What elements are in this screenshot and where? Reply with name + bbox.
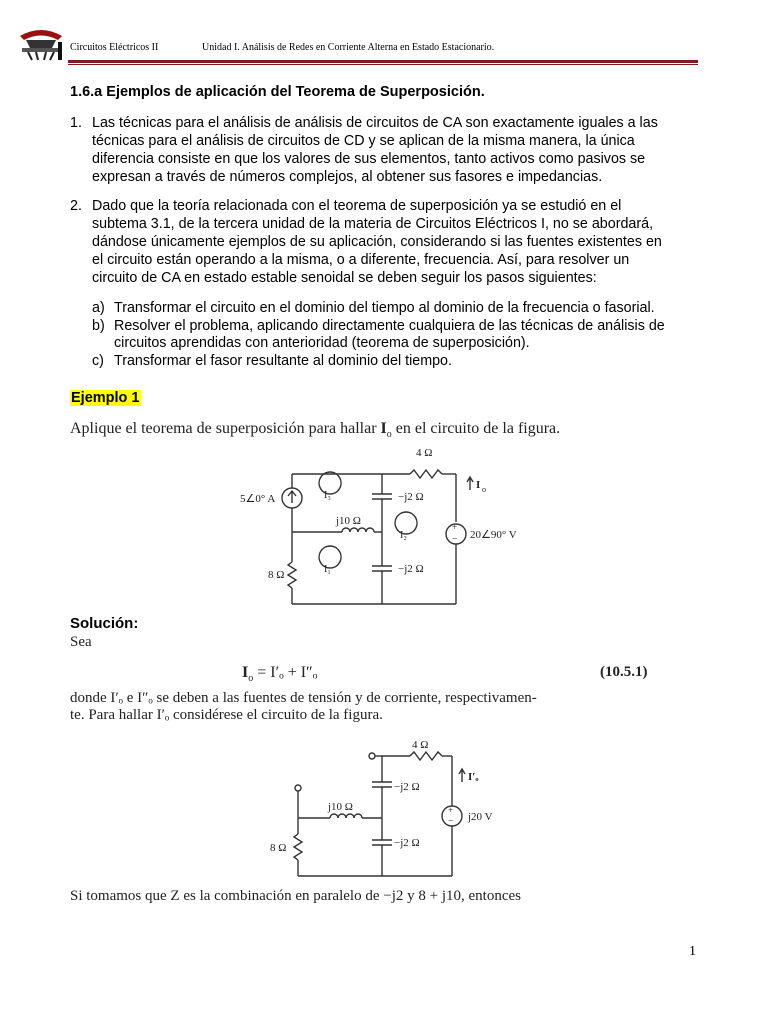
where-text: donde I′ₒ e I″ₒ se deben a las fuentes de tensión y de corriente, respectivamen- te. Para hallar I′ₒ considérese el circuito de la figura. xyxy=(70,690,537,723)
circuit-diagram-2 xyxy=(262,734,522,894)
header-course: Circuitos Eléctricos II xyxy=(70,42,159,53)
svg-text:−: − xyxy=(448,816,454,827)
section-title: 1.6.a Ejemplos de aplicación del Teorema de Superposición. xyxy=(70,84,485,100)
c2-r-left-label: 8 Ω xyxy=(270,842,287,854)
page-number: 1 xyxy=(689,944,696,959)
c1-io-label: I xyxy=(476,479,481,491)
c1-mesh2-label: I₂ xyxy=(400,530,407,541)
circuit-diagram-1 xyxy=(230,440,530,610)
header-rule xyxy=(68,60,698,63)
solution-label: Solución: xyxy=(70,615,139,632)
c1-r-left-label: 8 Ω xyxy=(268,569,285,581)
svg-text:o: o xyxy=(482,485,486,494)
header-unit: Unidad I. Análisis de Redes en Corriente Alterna en Estado Estacionario. xyxy=(202,42,495,53)
svg-text:+: + xyxy=(452,522,458,532)
c2-cap-bottom-label: −j2 Ω xyxy=(394,837,420,849)
c2-voltage-source-label: j20 V xyxy=(468,811,493,823)
final-text: Si tomamos que Z es la combinación en paralelo de −j2 y 8 + j10, entonces xyxy=(70,888,521,904)
c2-inductor-label: j10 Ω xyxy=(328,801,353,813)
c1-r-top-label: 4 Ω xyxy=(416,447,433,459)
sea-text: Sea xyxy=(70,634,92,650)
c1-current-source-label: 5∠0° A xyxy=(240,493,276,505)
c1-mesh1-label: I₁ xyxy=(324,564,331,575)
university-logo xyxy=(18,22,64,62)
c2-io-label: I′ₒ xyxy=(468,771,479,783)
c1-mesh3-label: I₃ xyxy=(324,490,331,501)
c2-r-top-label: 4 Ω xyxy=(412,739,429,751)
equation-number: (10.5.1) xyxy=(600,664,648,680)
problem-statement: Aplique el teorema de superposición para hallar $I_o$ en el circuito de la figura. xyxy=(70,420,561,441)
c1-voltage-source-label: 20∠90° V xyxy=(470,529,517,541)
c1-inductor-label: j10 Ω xyxy=(336,515,361,527)
header-rule-thin xyxy=(68,64,698,65)
equation: $I_o = I'_o + I''_o$ xyxy=(242,664,318,685)
c1-cap-bottom-label: −j2 Ω xyxy=(398,563,424,575)
example-label: Ejemplo 1 xyxy=(71,390,140,406)
svg-text:+: + xyxy=(448,805,454,815)
svg-text:−: − xyxy=(452,534,458,545)
c1-cap-top-label: −j2 Ω xyxy=(398,491,424,503)
c2-cap-top-label: −j2 Ω xyxy=(394,781,420,793)
